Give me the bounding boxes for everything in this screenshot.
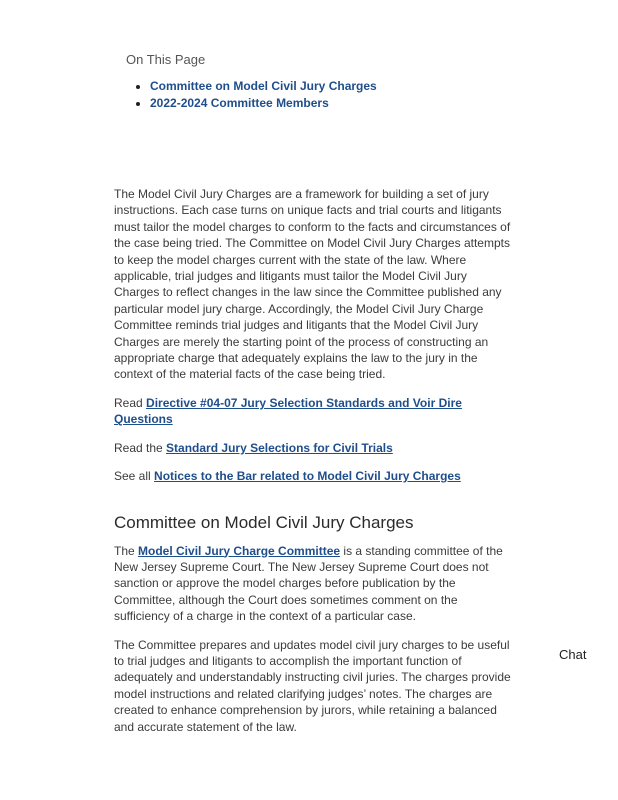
committee-paragraph-2: The Committee prepares and updates model civil jury charges to be useful to trial judges and litigants to accomplish the important function of adequately and understandably instructing civil juries. The charges provide model instructions and related clarifying judges’ notes. The charges are created to enhance comprehension by jurors, while retaining a balanced and accurate statement of the law.: [114, 637, 511, 734]
intro-paragraph: The Model Civil Jury Charges are a framework for building a set of jury instructions. Each case turns on unique facts and trial courts and litigants must tailor the model charges to conform to the facts and circumstances of the case being tried. The Committee on Model Civil Jury Charges attempts to keep the model charges current with the state of the law. Where applicable, trial judges and litigants must tailor the Model Civil Jury Charges to reflect changes in the law since the Committee published any particular model jury charge. Accordingly, the Model Civil Jury Charge Committee reminds trial judges and litigants that the Model Civil Jury Charges are merely the starting point of the process of constructing an appropriate charge that adequately explains the law to the jury in the context of the material facts of the case being tried.: [114, 187, 511, 382]
committee-paragraph-1: [114, 543, 514, 625]
main-content: [114, 186, 514, 735]
toc-link-members[interactable]: 2022-2024 Committee Members: [150, 96, 329, 110]
list-item: [150, 78, 377, 95]
read-standard-line: [114, 440, 514, 456]
see-all-prefix: See all: [114, 469, 155, 484]
read-the-prefix: Read the: [114, 440, 167, 455]
on-this-page-list: [132, 78, 377, 112]
toc-link-committee[interactable]: Committee on Model Civil Jury Charges: [150, 79, 377, 93]
notices-link[interactable]: Notices to the Bar related to Model Civil Jury Charges: [154, 469, 461, 484]
chat-button[interactable]: Chat: [559, 647, 587, 662]
see-notices-line: [114, 468, 514, 484]
list-item: [150, 95, 377, 112]
p1-prefix: The: [114, 543, 139, 558]
directive-link[interactable]: Directive #04-07 Jury Selection Standards and Voir Dire Questions: [114, 395, 462, 427]
read-prefix: Read: [114, 395, 147, 410]
committee-link[interactable]: Model Civil Jury Charge Committee: [138, 543, 341, 558]
standard-jury-selections-link[interactable]: Standard Jury Selections for Civil Trials: [166, 440, 393, 455]
read-directive-line: [114, 395, 514, 428]
committee-heading: Committee on Model Civil Jury Charges: [114, 512, 414, 532]
on-this-page-title: On This Page: [126, 52, 206, 67]
p1-rest: is a standing committee of the New Jersey Supreme Court. The New Jersey Supreme Court does not sanction or approve the model charges before publication by the Committee, although the Court does sometimes comment on the sufficiency of a charge in the context of a particular case.: [114, 543, 503, 624]
